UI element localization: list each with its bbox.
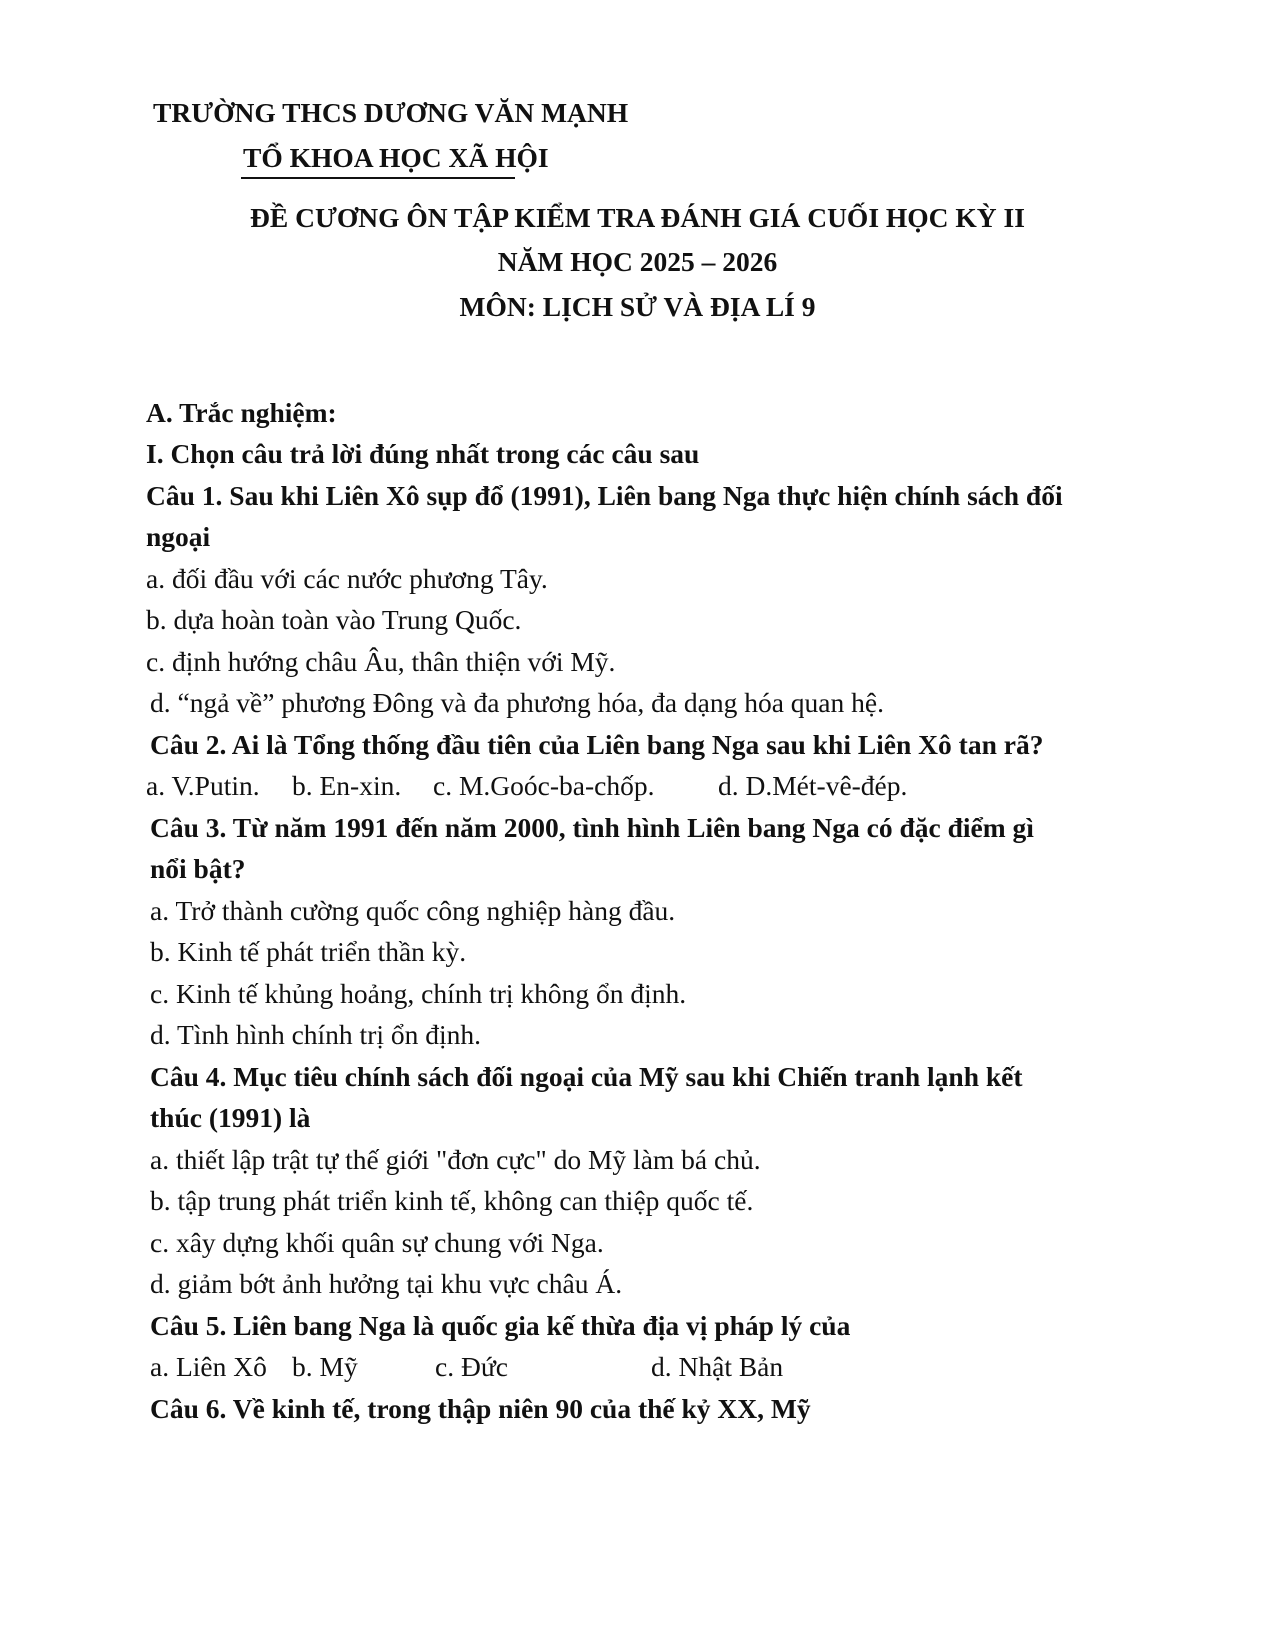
question-4-line-2: thúc (1991) là — [150, 1102, 311, 1133]
question-5-option-c: c. Đức — [435, 1351, 508, 1382]
question-3-line-2: nổi bật? — [150, 853, 246, 884]
question-2-option-a: a. V.Putin. — [146, 770, 260, 801]
question-2-option-c: c. M.Goóc-ba-chốp. — [433, 770, 655, 801]
section-heading: A. Trắc nghiệm: — [146, 397, 337, 428]
question-3-option-b: b. Kinh tế phát triển thần kỳ. — [150, 936, 467, 967]
question-3-option-d: d. Tình hình chính trị ổn định. — [150, 1019, 482, 1050]
subject-title: MÔN: LỊCH SỬ VÀ ĐỊA LÍ 9 — [459, 291, 816, 322]
question-1-option-a: a. đối đầu với các nước phương Tây. — [146, 563, 548, 594]
question-1-line-2: ngoại — [146, 521, 211, 552]
section-subheading: I. Chọn câu trả lời đúng nhất trong các câu sau — [146, 438, 700, 469]
question-3-option-c: c. Kinh tế khủng hoảng, chính trị không ổn định. — [150, 978, 687, 1009]
question-3-line-1: Câu 3. Từ năm 1991 đến năm 2000, tình hình Liên bang Nga có đặc điểm gì — [150, 812, 1034, 843]
question-5-line-1: Câu 5. Liên bang Nga là quốc gia kế thừa địa vị pháp lý của — [150, 1310, 851, 1341]
document-title: ĐỀ CƯƠNG ÔN TẬP KIỂM TRA ĐÁNH GIÁ CUỐI HỌC KỲ II — [250, 202, 1025, 233]
department-name: TỔ KHOA HỌC XÃ HỘI — [243, 142, 549, 173]
question-4-option-c: c. xây dựng khối quân sự chung với Nga. — [150, 1227, 604, 1258]
question-1-option-b: b. dựa hoàn toàn vào Trung Quốc. — [146, 604, 522, 635]
question-5-option-b: b. Mỹ — [292, 1351, 358, 1382]
question-4-option-d: d. giảm bớt ảnh hưởng tại khu vực châu Á. — [150, 1268, 623, 1299]
question-2-option-d: d. D.Mét-vê-đép. — [718, 770, 908, 801]
question-3-option-a: a. Trở thành cường quốc công nghiệp hàng đầu. — [150, 895, 676, 926]
question-1-line-1: Câu 1. Sau khi Liên Xô sụp đổ (1991), Liên bang Nga thực hiện chính sách đối — [146, 480, 1063, 511]
question-1-option-d: d. “ngả về” phương Đông và đa phương hóa, đa dạng hóa quan hệ. — [150, 687, 884, 718]
question-4-option-a: a. thiết lập trật tự thế giới "đơn cực" do Mỹ làm bá chủ. — [150, 1144, 761, 1175]
question-4-option-b: b. tập trung phát triển kinh tế, không can thiệp quốc tế. — [150, 1185, 754, 1216]
question-5-option-d: d. Nhật Bản — [651, 1351, 784, 1382]
school-name: TRƯỜNG THCS DƯƠNG VĂN MẠNH — [153, 97, 629, 128]
question-2-option-b: b. En-xin. — [292, 770, 402, 801]
school-year: NĂM HỌC 2025 – 2026 — [497, 246, 778, 277]
question-6-line-1: Câu 6. Về kinh tế, trong thập niên 90 của thế kỷ XX, Mỹ — [150, 1393, 811, 1424]
question-1-option-c: c. định hướng châu Âu, thân thiện với Mỹ. — [146, 646, 616, 677]
question-2-line-1: Câu 2. Ai là Tổng thống đầu tiên của Liên bang Nga sau khi Liên Xô tan rã? — [150, 729, 1044, 760]
question-5-option-a: a. Liên Xô — [150, 1351, 267, 1382]
question-4-line-1: Câu 4. Mục tiêu chính sách đối ngoại của Mỹ sau khi Chiến tranh lạnh kết — [150, 1061, 1023, 1092]
department-underline — [241, 177, 515, 179]
